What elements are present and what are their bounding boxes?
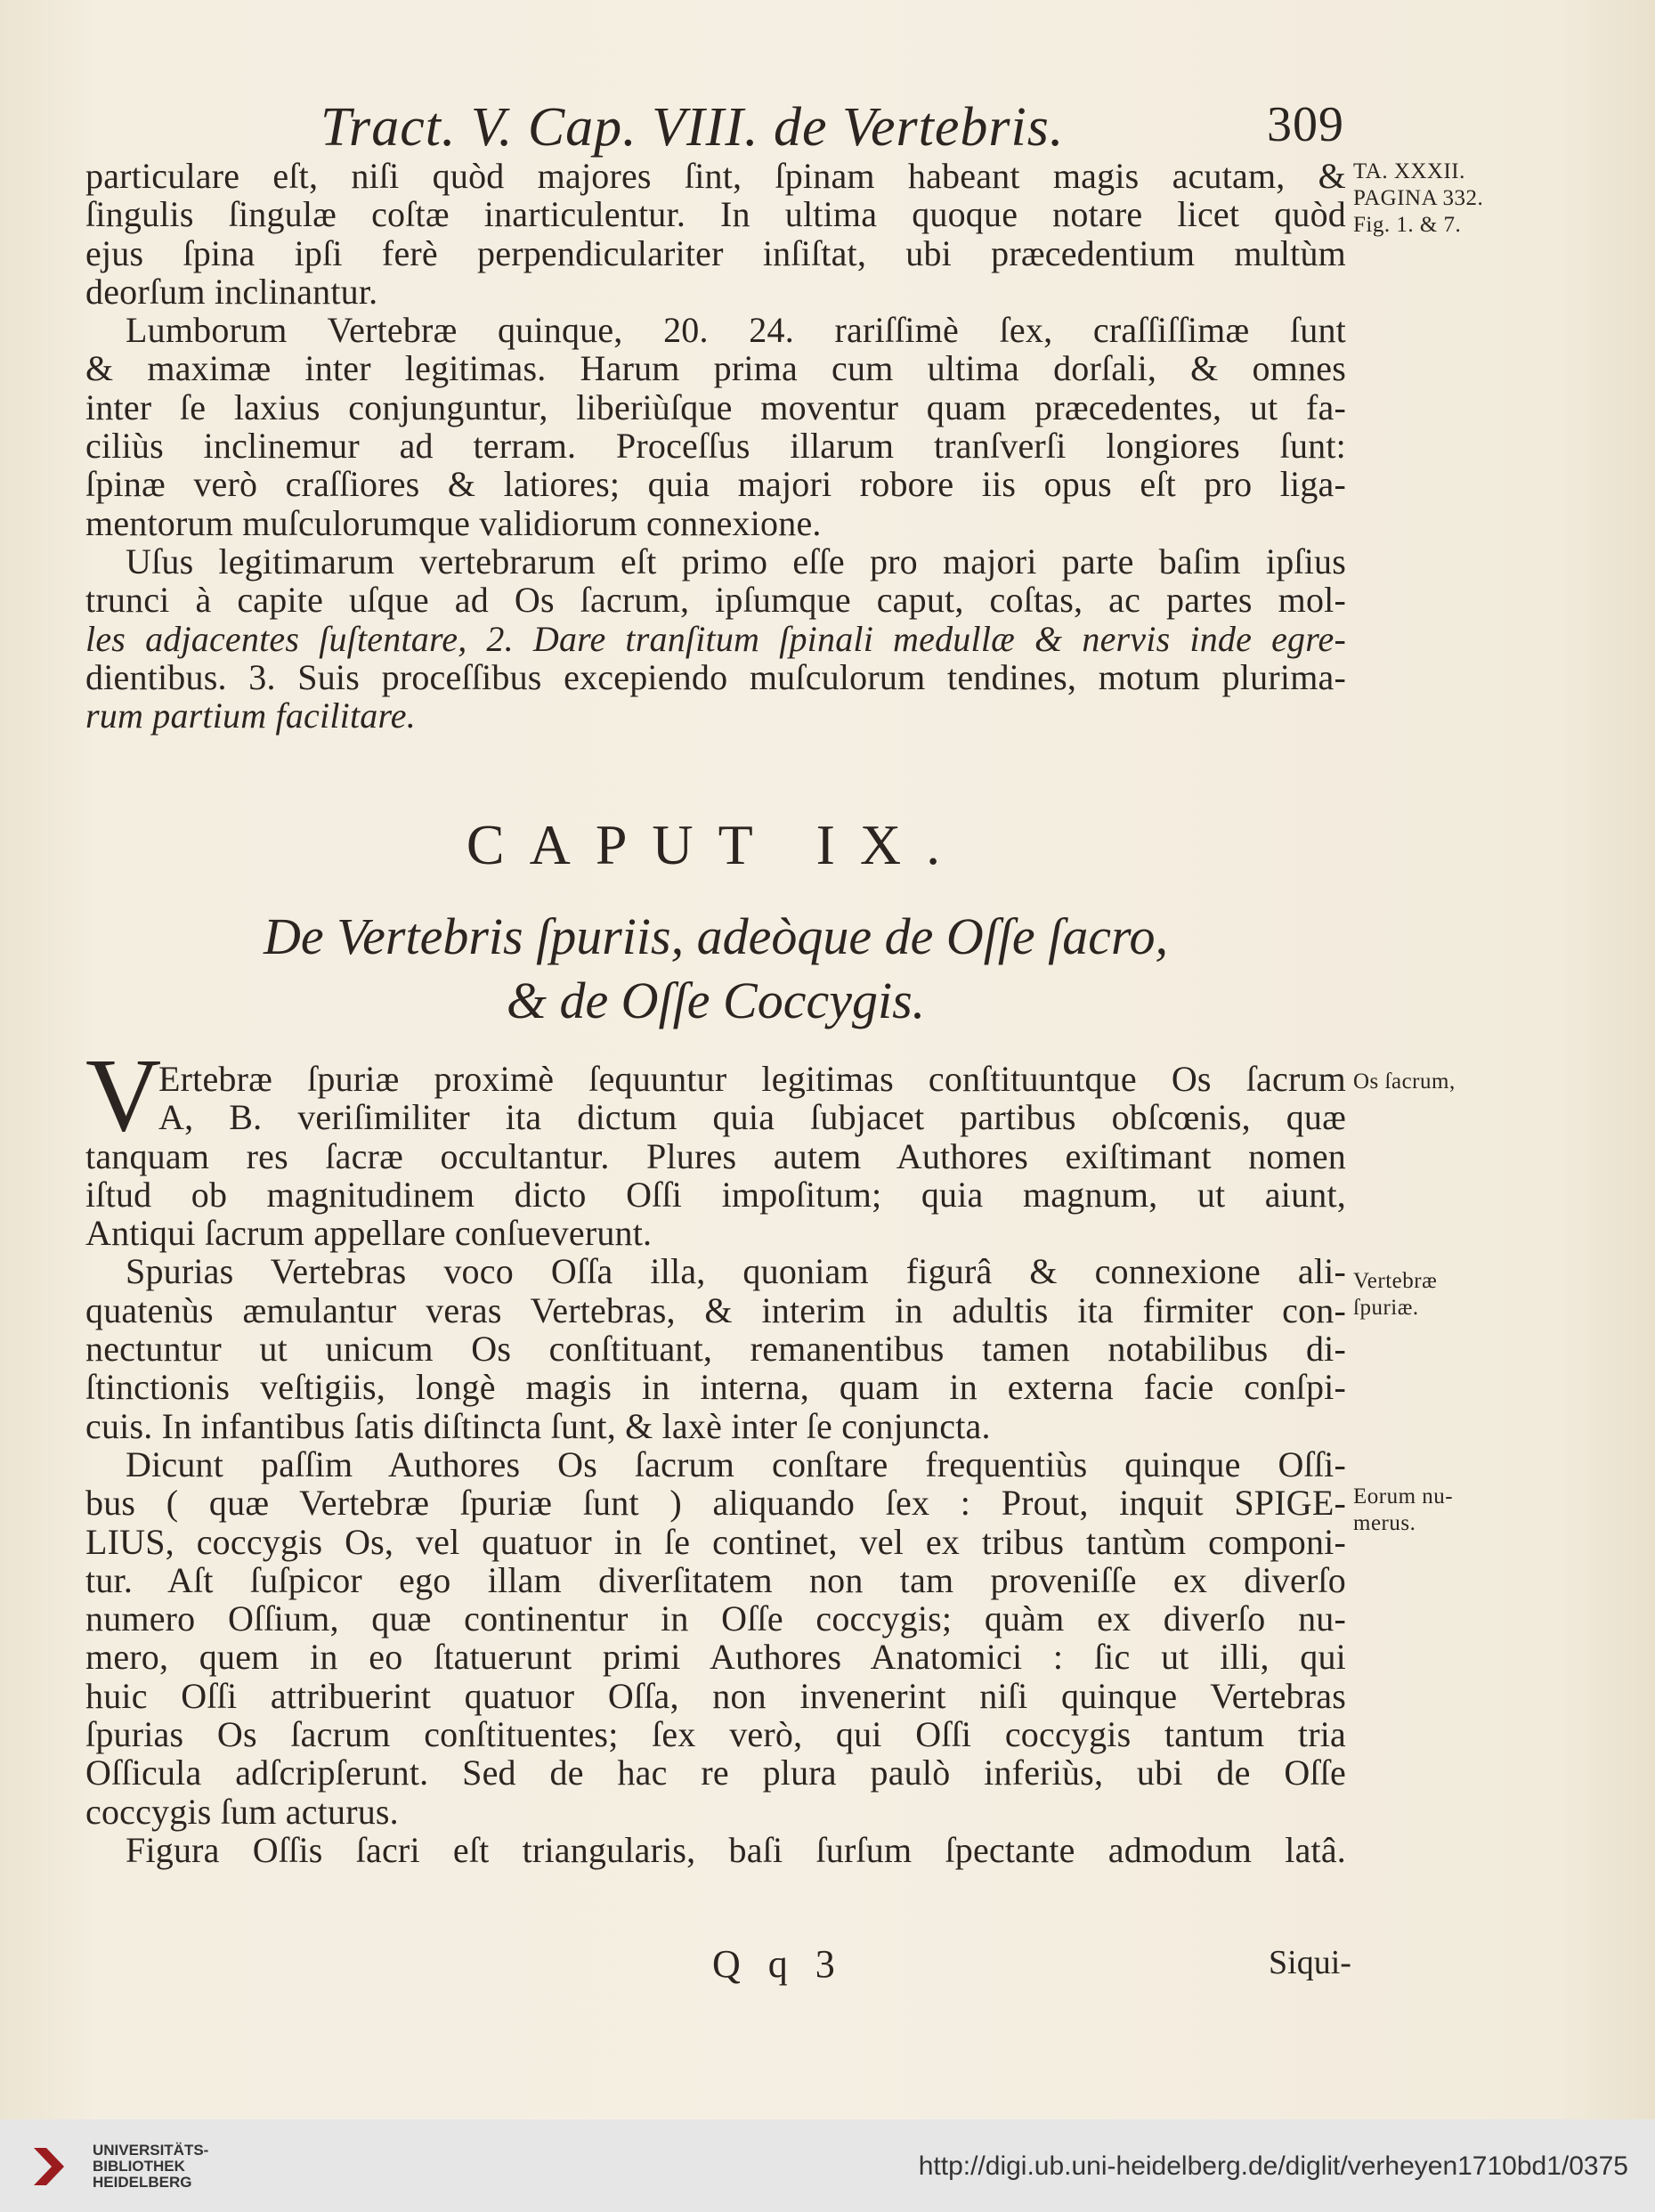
margin-note-line: merus. (1353, 1511, 1416, 1535)
text-line: iſtud ob magnitudinem dicto Oſſi impoſitum; quia magnum, ut aiunt, (85, 1174, 1346, 1215)
margin-note-line: PAGINA 332. (1353, 186, 1484, 210)
drop-capital: V (85, 1037, 162, 1153)
text-line: ciliùs inclinemur ad terram. Proceſſus illarum tranſverſi longiores ſunt: (85, 426, 1346, 467)
text-line: cuis. In infantibus ſatis diſtincta ſunt, & laxè inter ſe conjuncta. (85, 1405, 991, 1446)
text-line: mentorum muſculorumque validiorum connexione. (85, 502, 822, 543)
text-line: ſtinctionis veſtigiis, longè magis in interna, quam in externa facie conſpi- (85, 1367, 1346, 1408)
page-number: 309 (1267, 97, 1344, 152)
margin-note-line: Vertebræ (1353, 1269, 1438, 1293)
library-logo-icon (25, 2139, 80, 2194)
text-line: coccygis ſum acturus. (85, 1791, 399, 1832)
margin-note-line: Eorum nu- (1353, 1484, 1454, 1509)
chapter-title: CAPUT IX. (466, 813, 966, 876)
text-line: A, B. veriſimiliter ita dictum quia ſubjacet partibus obſcœnis, quæ (158, 1097, 1346, 1138)
text-line: numero Oſſium, quæ continentur in Oſſe coccygis; quàm ex diverſo nu- (85, 1598, 1346, 1639)
signature-mark: Q q 3 (712, 1942, 844, 1986)
text-line: LIUS, coccygis Os, vel quatuor in ſe continet, vel ex tribus tantùm componi- (85, 1521, 1346, 1562)
subtitle-line: De Vertebris ſpuriis, adeòque de Oſſe ſacro, (264, 907, 1168, 965)
text-line: Oſſicula adſcripſerunt. Sed de hac re plura paulò inferiùs, ubi de Oſſe (85, 1753, 1346, 1793)
text-line: deorſum inclinantur. (85, 271, 378, 312)
text-line: tur. Aſt ſuſpicor ego illam diverſitatem non tam proveniſſe ex diverſo (85, 1559, 1346, 1600)
paragraph-block-vertebrae (85, 157, 1346, 735)
text-line: rum partium facilitare. (85, 695, 416, 736)
text-line: Dicunt paſſim Authores Os ſacrum conſtare frequentiùs quinque Oſſi- (126, 1443, 1346, 1484)
margin-note-vertebrae-spuriae (1353, 1268, 1437, 1322)
text-line: Ertebræ ſpuriæ proximè ſequuntur legitimas conſtituuntque Os ſacrum (158, 1059, 1346, 1099)
text-line: Lumborum Vertebræ quinque, 20. 24. rariſſimè ſex, craſſiſſimæ ſunt (126, 310, 1346, 351)
text-line: quatenùs æmulantur veras Vertebras, & interim in adultis ita firmiter con- (85, 1289, 1346, 1330)
margin-note-line: Fig. 1. & 7. (1353, 213, 1462, 237)
viewer-footer (0, 2119, 1655, 2212)
text-line: ejus ſpina ipſi ferè perpendiculariter inſiſtat, ubi præcedentium multùm (85, 232, 1346, 273)
source-url-link[interactable]: http://digi.ub.uni-heidelberg.de/diglit/verheyen1710bd1/0375 (918, 2151, 1628, 2181)
text-line: bus ( quæ Vertebræ ſpuriæ ſunt ) aliquando ſex : Prout, inquit SPIGE- (85, 1483, 1346, 1524)
text-line: dientibus. 3. Suis proceſſibus excepiendo muſculorum tendines, motum plurima- (85, 656, 1346, 697)
text-line: nectuntur ut unicum Os conſtituant, remanentibus tamen notabilibus di- (85, 1329, 1346, 1370)
text-line: mero, quem in eo ſtatuerunt primi Authores Anatomici : ſic ut illi, qui (85, 1637, 1346, 1678)
text-line: particulare eſt, niſi quòd majores ſint, ſpinam habeant magis acutam, & (85, 156, 1346, 196)
text-line: ſingulis ſingulæ coſtæ inarticulentur. In ultima quoque notare licet quòd (85, 194, 1346, 235)
text-line: les adjacentes ſuſtentare, 2. Dare tranſitum ſpinali medullæ & nervis inde egre- (85, 618, 1346, 659)
running-head-title: Tract. V. Cap. VIII. de Vertebris. (320, 97, 1065, 158)
catchword: Siqui- (1269, 1944, 1351, 1981)
subtitle-line: & de Oſſe Coccygis. (506, 972, 926, 1029)
text-line: inter ſe laxius conjunguntur, liberiùſque moventur quam præcedentes, ut fa- (85, 386, 1346, 427)
text-line: Figura Oſſis ſacri eſt triangularis, baſi ſurſum ſpectante admodum latâ. (126, 1829, 1346, 1870)
margin-note-plate (1353, 159, 1483, 239)
margin-note-line: TA. XXXII. (1353, 159, 1465, 183)
margin-note-os-sacrum: Os ſacrum, (1353, 1069, 1456, 1094)
text-line: trunci à capite uſque ad Os ſacrum, ipſumque caput, coſtas, ac partes mol- (85, 580, 1346, 621)
text-line: Antiqui ſacrum appellare conſueverunt. (85, 1213, 653, 1254)
margin-note-line: ſpuriæ. (1353, 1296, 1419, 1320)
margin-note-eorum-numerus (1353, 1484, 1453, 1537)
text-line: ſpurias Os ſacrum conſtituentes; ſex verò, qui Oſſi coccygis tantum tria (85, 1714, 1346, 1755)
library-logo-text: UNIVERSITÄTS- BIBLIOTHEK HEIDELBERG (93, 2142, 209, 2191)
chapter-subtitle (85, 905, 1346, 1033)
paragraph-block-os-sacrum (85, 1060, 1346, 1869)
text-line: Spurias Vertebras voco Oſſa illa, quoniam figurâ & connexione ali- (126, 1251, 1346, 1292)
text-line: ſpinæ verò craſſiores & latiores; quia majori robore iis opus eſt pro liga- (85, 464, 1346, 505)
text-line: huic Oſſi attribuerint quatuor Oſſa, non invenerint niſi quinque Vertebras (85, 1675, 1346, 1716)
text-line: Uſus legitimarum vertebrarum eſt primo eſſe pro majori parte baſim ipſius (126, 541, 1346, 581)
text-line: & maximæ inter legitimas. Harum prima cum ultima dorſali, & omnes (85, 348, 1346, 389)
text-line: tanquam res ſacræ occultantur. Plures autem Authores exiſtimant nomen (85, 1135, 1346, 1176)
